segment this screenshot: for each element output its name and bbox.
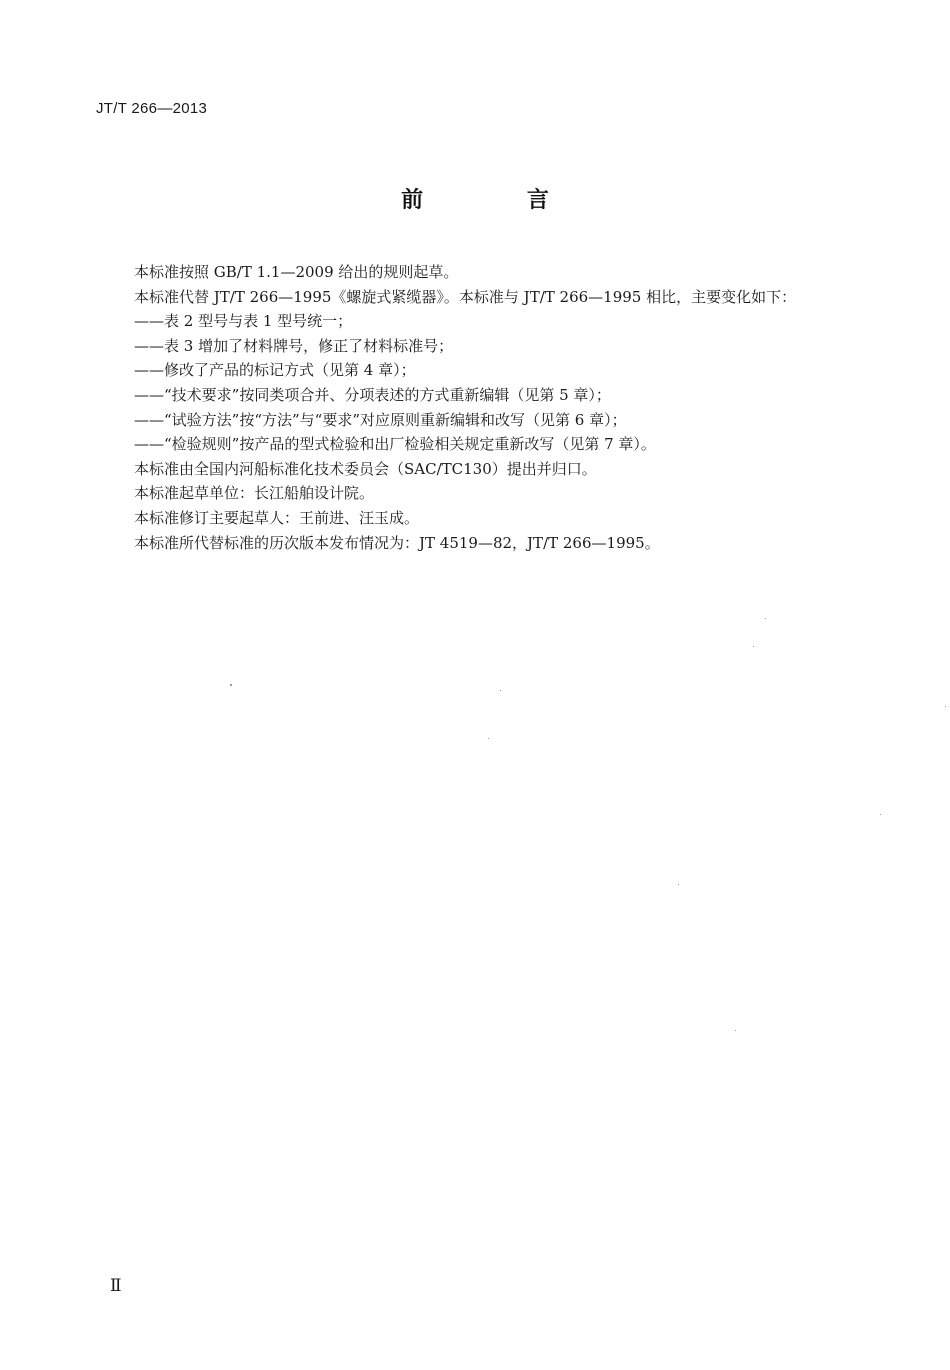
scan-speck — [500, 690, 501, 691]
change-item: ——“试验方法”按“方法”与“要求”对应原则重新编辑和改写（见第 6 章）； — [134, 410, 627, 429]
scan-speck — [765, 618, 766, 619]
body-line: 本标准起草单位：长江船舶设计院。 — [134, 484, 375, 503]
body-line: 本标准代替 JT/T 266—1995《螺旋式紧缆器》。本标准与 JT/T 266—1995 相比，主要变化如下： — [134, 287, 797, 306]
change-item: ——表 2 型号与表 1 型号统一； — [134, 312, 353, 331]
change-item: ——表 3 增加了材料牌号，修正了材料标准号； — [134, 336, 454, 355]
body-line: 本标准按照 GB/T 1.1—2009 给出的规则起草。 — [134, 263, 459, 281]
standard-code-header: JT/T 266—2013 — [96, 100, 208, 117]
scan-speck — [230, 684, 232, 686]
scan-speck — [735, 1030, 736, 1031]
foreword-body — [134, 260, 894, 555]
change-item: ——“技术要求”按同类项合并、分项表述的方式重新编辑（见第 5 章）； — [134, 385, 611, 404]
body-line: 本标准修订主要起草人：王前进、汪玉成。 — [134, 508, 420, 527]
page-number: Ⅱ — [110, 1276, 122, 1296]
change-item: ——“检验规则”按产品的型式检验和出厂检验相关规定重新改写（见第 7 章）。 — [134, 435, 656, 454]
scan-speck — [880, 814, 881, 815]
body-line: 本标准所代替标准的历次版本发布情况为：JT 4519—82，JT/T 266—1995。 — [134, 533, 660, 552]
scan-speck — [488, 738, 489, 739]
scan-speck — [945, 706, 946, 707]
scan-speck — [678, 884, 679, 885]
scan-speck — [753, 646, 754, 647]
page-title: 前 言 — [401, 188, 597, 213]
body-line: 本标准由全国内河船标准化技术委员会（SAC/TC130）提出并归口。 — [134, 459, 597, 478]
change-item: ——修改了产品的标记方式（见第 4 章）； — [134, 361, 416, 380]
